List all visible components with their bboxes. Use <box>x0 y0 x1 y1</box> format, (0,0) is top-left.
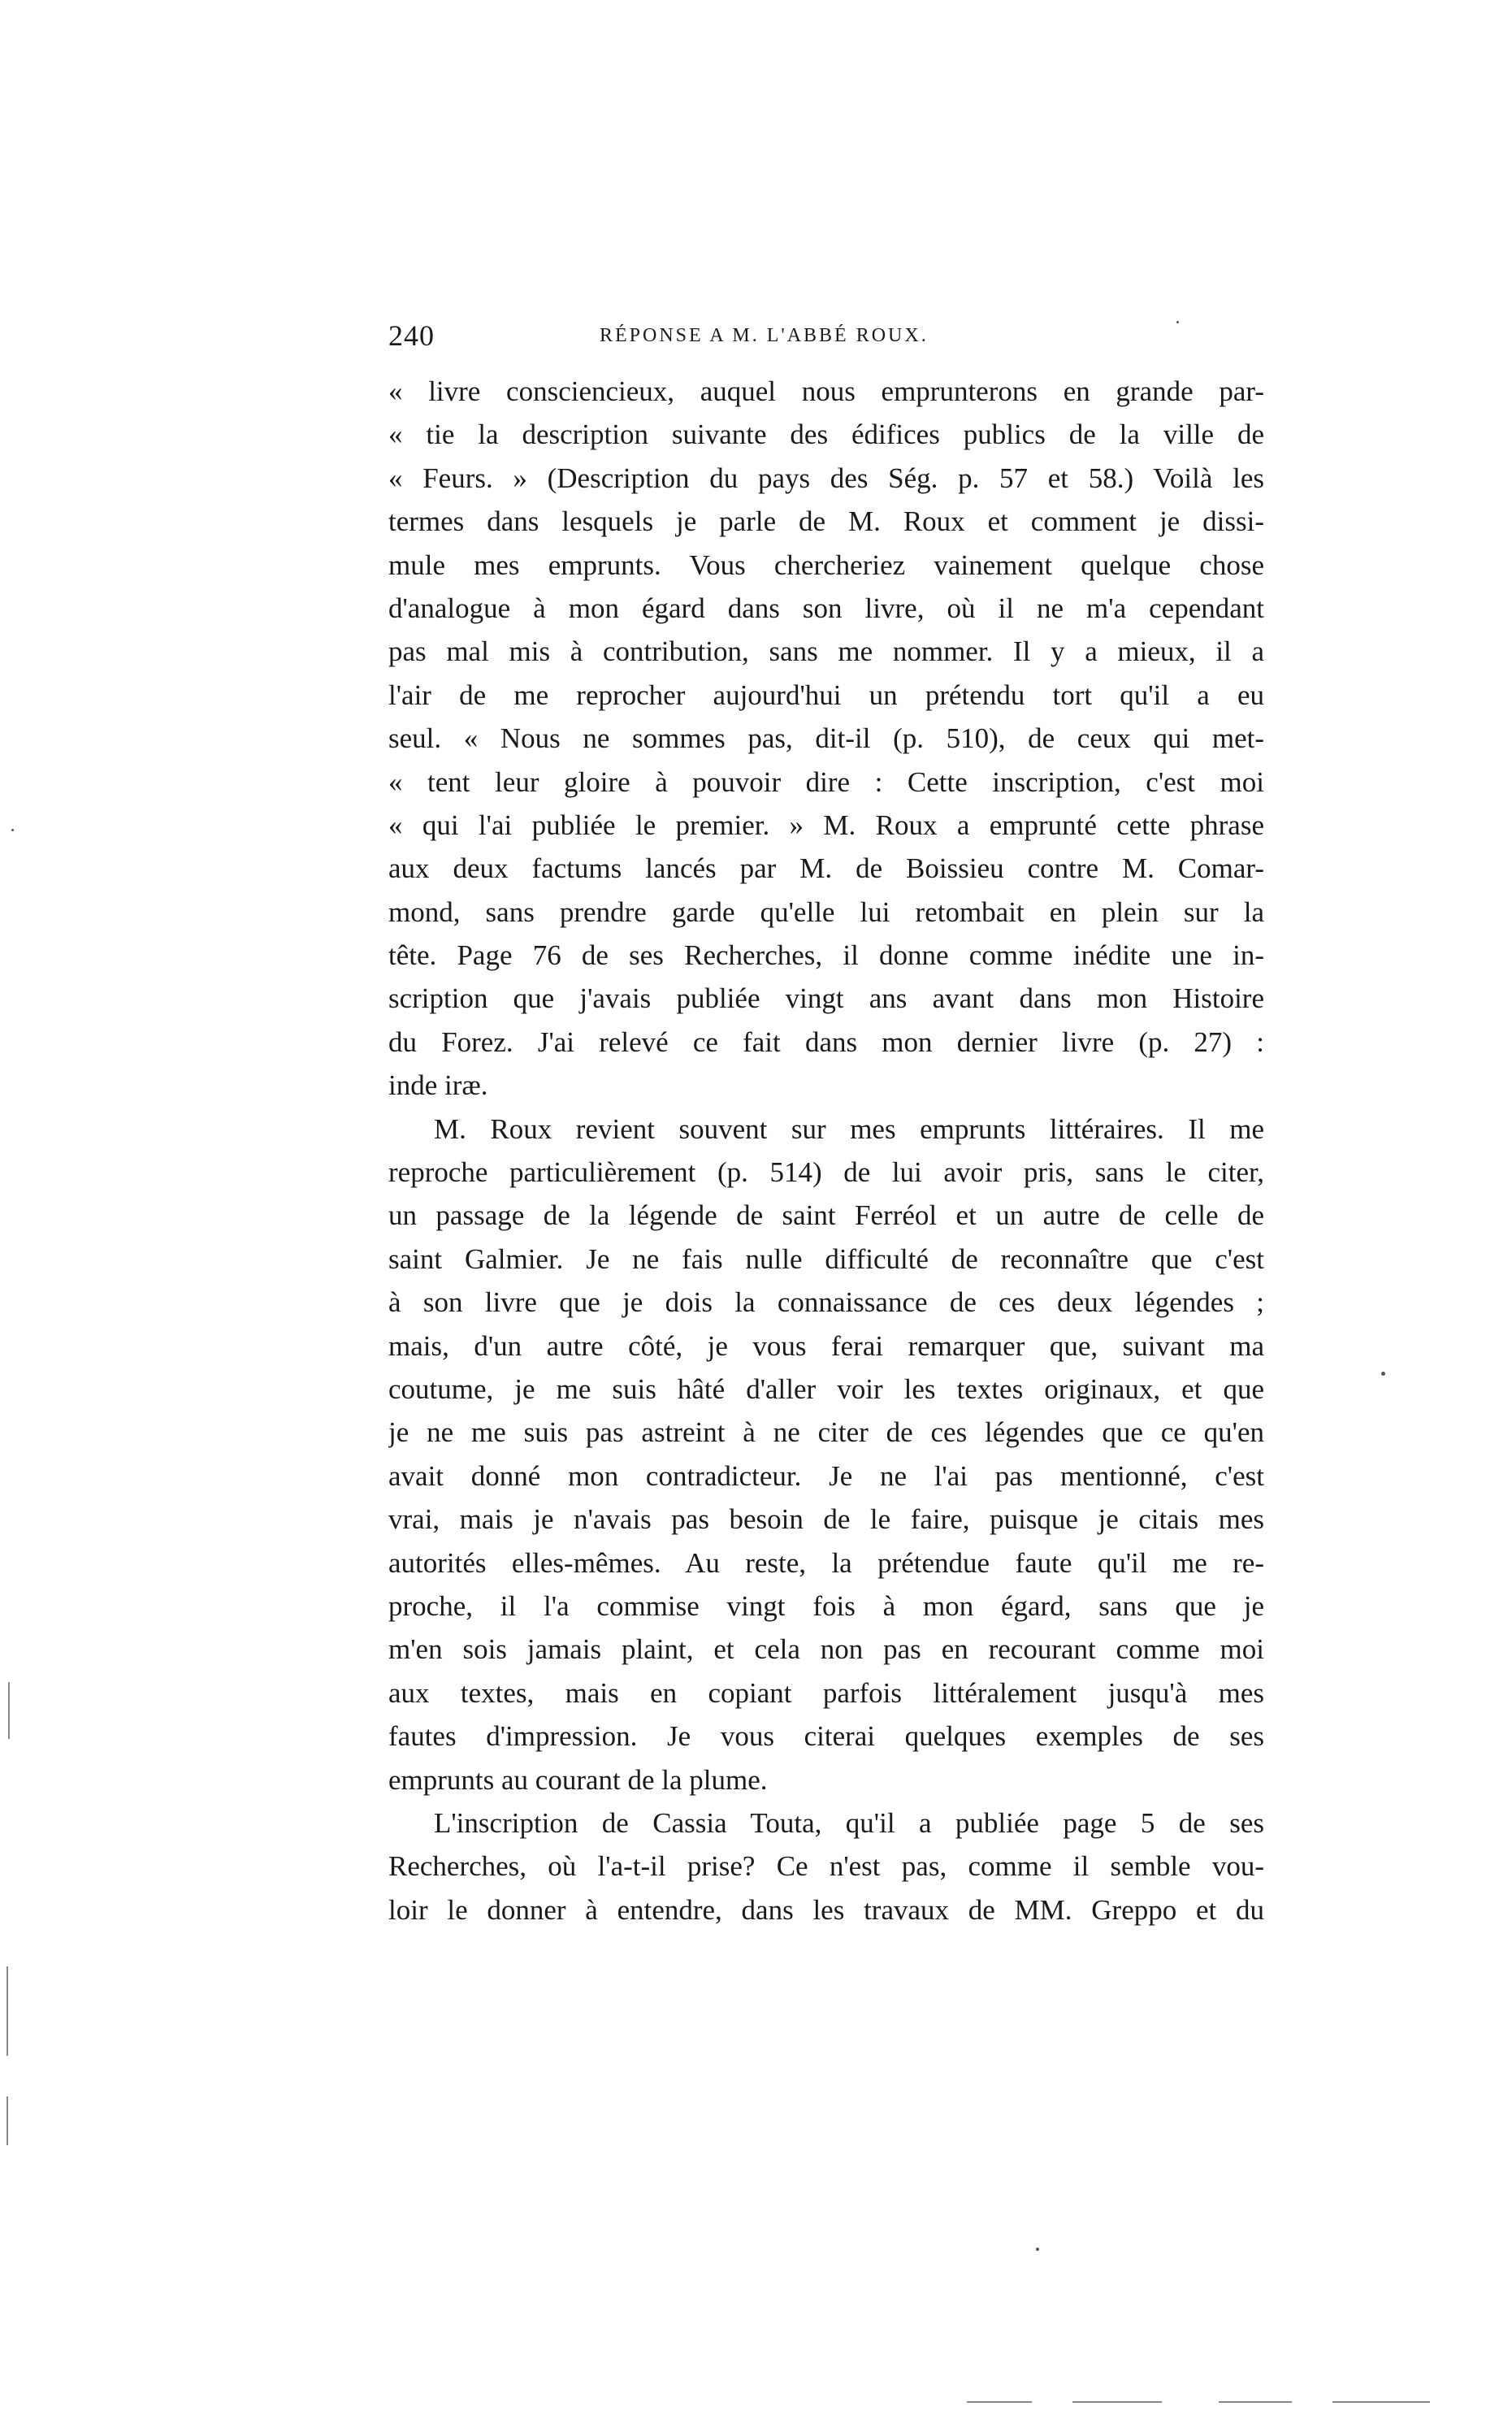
scan-mark <box>6 2096 8 2145</box>
scan-mark <box>1219 2401 1292 2403</box>
text-line: emprunts au courant de la plume. <box>388 1763 768 1796</box>
text-line: reproche particulièrement (p. 514) de lui avoir pris, sans le citer, <box>388 1156 1264 1189</box>
text-line: inde iræ. <box>388 1069 488 1102</box>
text-line: m'en sois jamais plaint, et cela non pas en recourant comme moi <box>388 1633 1264 1666</box>
text-line: saint Galmier. Je ne fais nulle difficulté de reconnaître que c'est <box>388 1242 1264 1275</box>
scan-mark <box>1072 2401 1162 2403</box>
text-line: « tent leur gloire à pouvoir dire : Cette inscription, c'est moi <box>388 765 1264 798</box>
scan-mark <box>1332 2401 1430 2403</box>
running-title: RÉPONSE A M. L'ABBÉ ROUX. <box>600 325 929 346</box>
text-line: proche, il l'a commise vingt fois à mon égard, sans que je <box>388 1589 1264 1622</box>
text-line: aux textes, mais en copiant parfois littéralement jusqu'à mes <box>388 1676 1264 1709</box>
text-line: scription que j'avais publiée vingt ans avant dans mon Histoire <box>388 982 1264 1015</box>
scan-speck <box>1036 2248 1039 2251</box>
text-line: du Forez. J'ai relevé ce fait dans mon dernier livre (p. 27) : <box>388 1025 1264 1058</box>
text-line: « livre consciencieux, auquel nous emprunterons en grande par- <box>388 375 1264 407</box>
scan-mark <box>6 1966 8 2056</box>
text-line: pas mal mis à contribution, sans me nommer. Il y a mieux, il a <box>388 635 1264 668</box>
scan-mark <box>967 2401 1032 2403</box>
text-line: loir le donner à entendre, dans les travaux de MM. Greppo et du <box>388 1893 1264 1926</box>
text-line: « qui l'ai publiée le premier. » M. Roux a emprunté cette phrase <box>388 809 1264 841</box>
text-line: un passage de la légende de saint Ferréol et un autre de celle de <box>388 1199 1264 1232</box>
text-line: je ne me suis pas astreint à ne citer de ces légendes que ce qu'en <box>388 1416 1264 1449</box>
text-line: coutume, je me suis hâté d'aller voir les textes originaux, et que <box>388 1372 1264 1405</box>
text-line: « tie la description suivante des édifices publics de la ville de <box>388 418 1264 451</box>
text-line: M. Roux revient souvent sur mes emprunts littéraires. Il me <box>434 1112 1264 1145</box>
text-line: seul. « Nous ne sommes pas, dit-il (p. 510), de ceux qui met- <box>388 722 1264 755</box>
text-line: termes dans lesquels je parle de M. Roux et comment je dissi- <box>388 505 1264 538</box>
text-line: Recherches, où l'a-t-il prise? Ce n'est pas, comme il semble vou- <box>388 1850 1264 1883</box>
text-line: vrai, mais je n'avais pas besoin de le faire, puisque je citais mes <box>388 1503 1264 1536</box>
text-line: mais, d'un autre côté, je vous ferai remarquer que, suivant ma <box>388 1329 1264 1362</box>
text-line: aux deux factums lancés par M. de Boissieu contre M. Comar- <box>388 852 1264 885</box>
body-text <box>388 370 1264 1932</box>
scan-speck <box>11 829 14 831</box>
text-line: l'air de me reprocher aujourd'hui un prétendu tort qu'il a eu <box>388 679 1264 711</box>
text-line: mond, sans prendre garde qu'elle lui retombait en plein sur la <box>388 895 1264 928</box>
text-line: tête. Page 76 de ses Recherches, il donne comme inédite une in- <box>388 939 1264 972</box>
text-line: à son livre que je dois la connaissance de ces deux légendes ; <box>388 1286 1264 1319</box>
scan-speck <box>1176 321 1179 323</box>
page-number: 240 <box>388 319 435 352</box>
text-line: avait donné mon contradicteur. Je ne l'ai pas mentionné, c'est <box>388 1459 1264 1492</box>
text-line: autorités elles-mêmes. Au reste, la prétendue faute qu'il me re- <box>388 1546 1264 1579</box>
text-line: fautes d'impression. Je vous citerai quelques exemples de ses <box>388 1720 1264 1753</box>
text-line: mule mes emprunts. Vous chercheriez vainement quelque chose <box>388 548 1264 581</box>
text-line: « Feurs. » (Description du pays des Ség. p. 57 et 58.) Voilà les <box>388 462 1264 494</box>
page-header <box>388 319 1266 367</box>
text-line: L'inscription de Cassia Touta, qu'il a publiée page 5 de ses <box>434 1806 1264 1839</box>
text-line: d'analogue à mon égard dans son livre, où il ne m'a cependant <box>388 592 1264 624</box>
scan-mark <box>8 1682 10 1739</box>
scan-speck <box>1381 1372 1385 1376</box>
